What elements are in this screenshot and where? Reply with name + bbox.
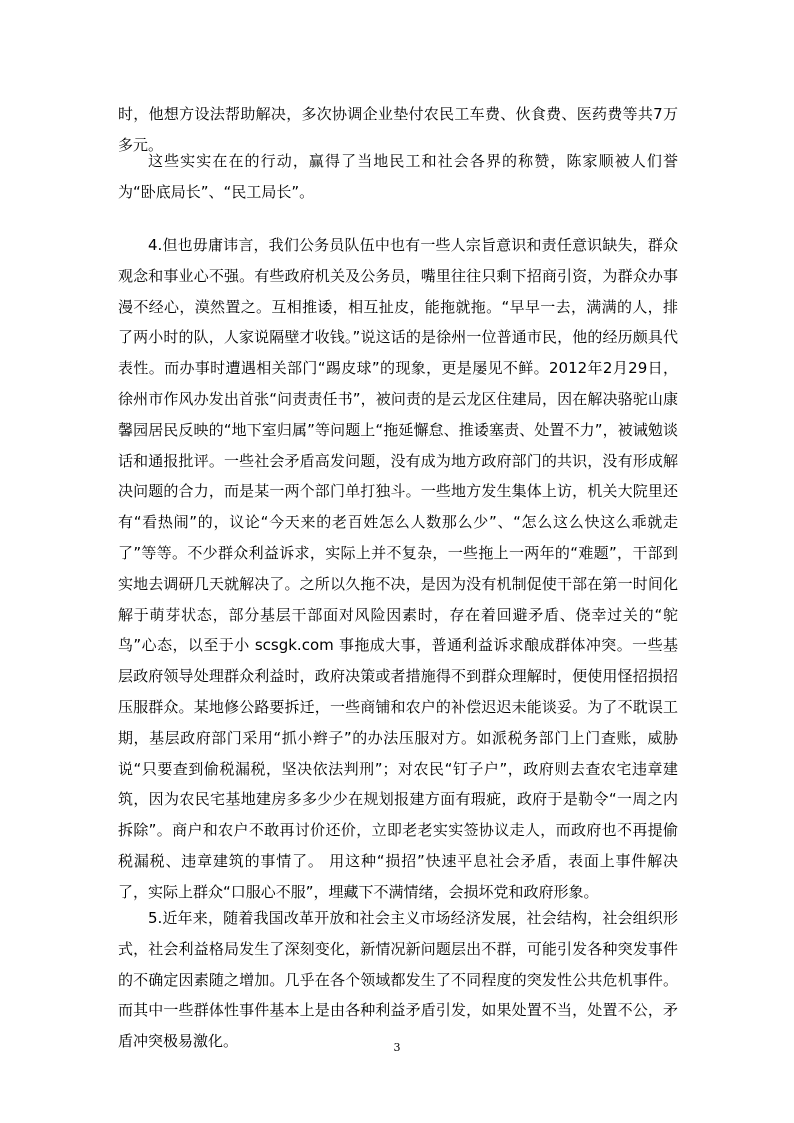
- page-number: 3: [393, 1041, 401, 1054]
- paragraph-praise: 这些实实在在的行动，赢得了当地民工和社会各界的称赞，陈家顺被人们誉为“卧底局长”、“民工局长”。: [118, 152, 678, 201]
- paragraph-section-4: 4.但也毋庸讳言，我们公务员队伍中也有一些人宗旨意识和责任意识缺失，群众观念和事业心不强。有些政府机关及公务员，嘴里往往只剩下招商引资，为群众办事漫不经心，漠然置之。互相推诿，相互扯皮，能拖就拖。“早早一去，满满的人，排了两小时的队，人家说隔壁才收钱。”说这话的是徐州一位普通市民，他的经历颇具代表性。而办事时遭遇相关部门“踢皮球”的现象，更是屡见不鲜。2012年2月29日，徐州市作风办发出首张“问责责任书”，被问责的是云龙区住建局，因在解决骆驼山康馨园居民反映的“地下室归属”等问题上“拖延懈怠、推诿塞责、处置不力”，被诫勉谈话和通报批评。一些社会矛盾高发问题，没有成为地方政府部门的共识，没有形成解决问题的合力，而是某一两个部门单打独斗。一些地方发生集体上访，机关大院里还有“看热闹”的，议论“今天来的老百姓怎么人数那么少”、“怎么这么快这么乖就走了”等等。不少群众利益诉求，实际上并不复杂，一些拖上一两年的“难题”，干部到实地去调研几天就解决了。之所以久拖不决，是因为没有机制促使干部在第一时间化解于萌芽状态，部分基层干部面对风险因素时，存在着回避矛盾、侥幸过关的“鸵鸟”心态，以至于小 scsgk.com 事拖成大事，普通利益诉求酿成群体冲突。一些基层政府领导处理群众利益时，政府决策或者措施得不到群众理解时，便使用怪招损招压服群众。某地修公路要拆迁，一些商铺和农户的补偿迟迟未能谈妥。为了不耽误工期，基层政府部门采用“抓小辫子”的办法压服对方。如派税务部门上门查账，威胁说“只要查到偷税漏税，坚决依法判刑”；对农民“钉子户”，政府则去查农宅违章建筑，因为农民宅基地建房多多少少在规划报建方面有瑕疵，政府于是勒令“一周之内拆除”。商户和农户不敢再讨价还价，立即老老实实签协议走人，而政府也不再提偷税漏税、违章建筑的事情了。 用这种“损招”快速平息社会矛盾，表面上事件解决了，实际上群众“口服心不服”，埋藏下不满情绪，会损坏党和政府形象。: [118, 236, 678, 901]
- paragraph-continuation: 时，他想方设法帮助解决，多次协调企业垫付农民工车费、伙食费、医药费等共7万多元。: [118, 105, 678, 154]
- paragraph-section-5: 5.近年来，随着我国改革开放和社会主义市场经济发展，社会结构，社会组织形式，社会利益格局发生了深刻变化，新情况新问题层出不群，可能引发各种突发事件的不确定因素随之增加。几乎在各个领域都发生了不同程度的突发性公共危机事件。而其中一些群体性事件基本上是由各种利益矛盾引发，如果处置不当，处置不公，矛盾冲突极易激化。: [118, 909, 678, 1051]
